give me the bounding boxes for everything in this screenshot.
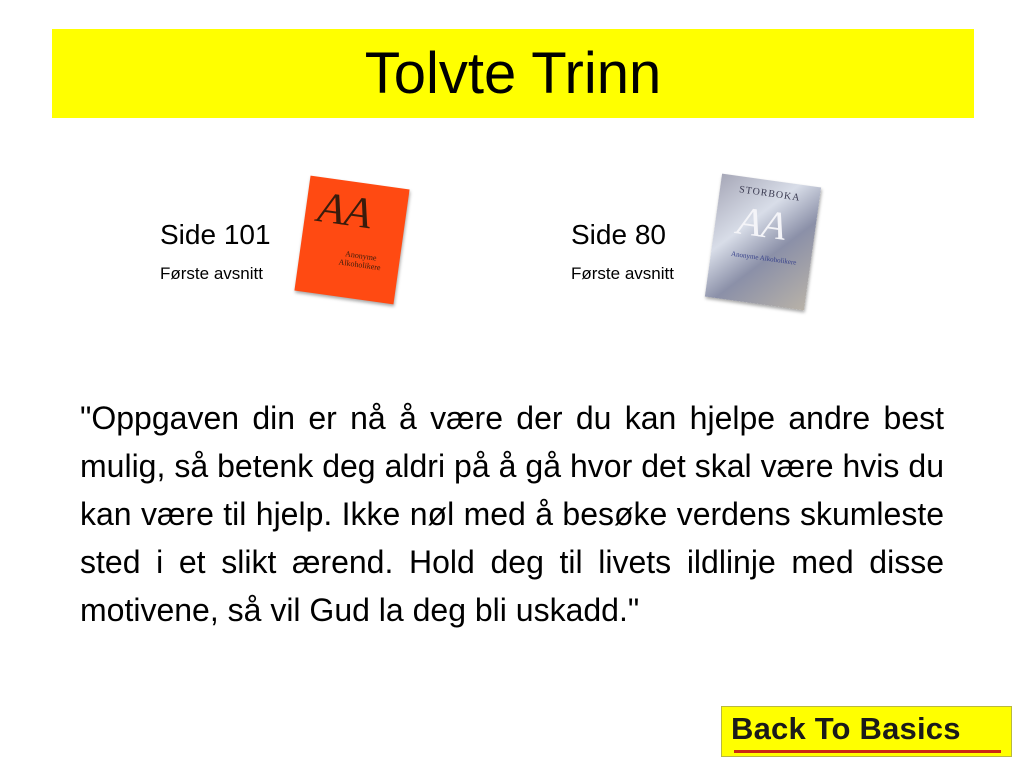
reference-page: Side 80 bbox=[571, 219, 666, 250]
slide-title: Tolvte Trinn bbox=[364, 40, 662, 106]
book-title: STORBOKA bbox=[738, 184, 802, 204]
book-caption: Anonyme Alkoholikere bbox=[338, 249, 382, 273]
big-book-icon bbox=[294, 176, 409, 305]
back-to-basics-label: Back To Basics bbox=[731, 711, 961, 746]
back-to-basics-button[interactable] bbox=[721, 706, 1012, 757]
reference-page: Side 101 bbox=[160, 219, 271, 250]
reference-left bbox=[160, 221, 271, 282]
storboka-icon bbox=[705, 174, 821, 311]
label-underline bbox=[734, 750, 1001, 753]
reference-subtitle: Første avsnitt bbox=[571, 264, 674, 283]
reference-right bbox=[571, 221, 674, 282]
quote-text: "Oppgaven din er nå å være der du kan hjelpe andre best mulig, så betenk deg aldri på å gå hvor det skal være hvis du kan være til hjelp. Ikke nøl med å besøke verdens skumleste sted i et slikt ærend. Hold deg til livets ildlinje med disse motivene, så vil Gud la deg bli uskadd." bbox=[80, 400, 944, 628]
book-logo: AA bbox=[734, 197, 790, 249]
book-caption: Anonyme Alkoholikere bbox=[730, 249, 797, 267]
reference-subtitle: Første avsnitt bbox=[160, 264, 263, 283]
title-banner bbox=[52, 29, 974, 118]
book-logo: AA bbox=[314, 182, 375, 239]
